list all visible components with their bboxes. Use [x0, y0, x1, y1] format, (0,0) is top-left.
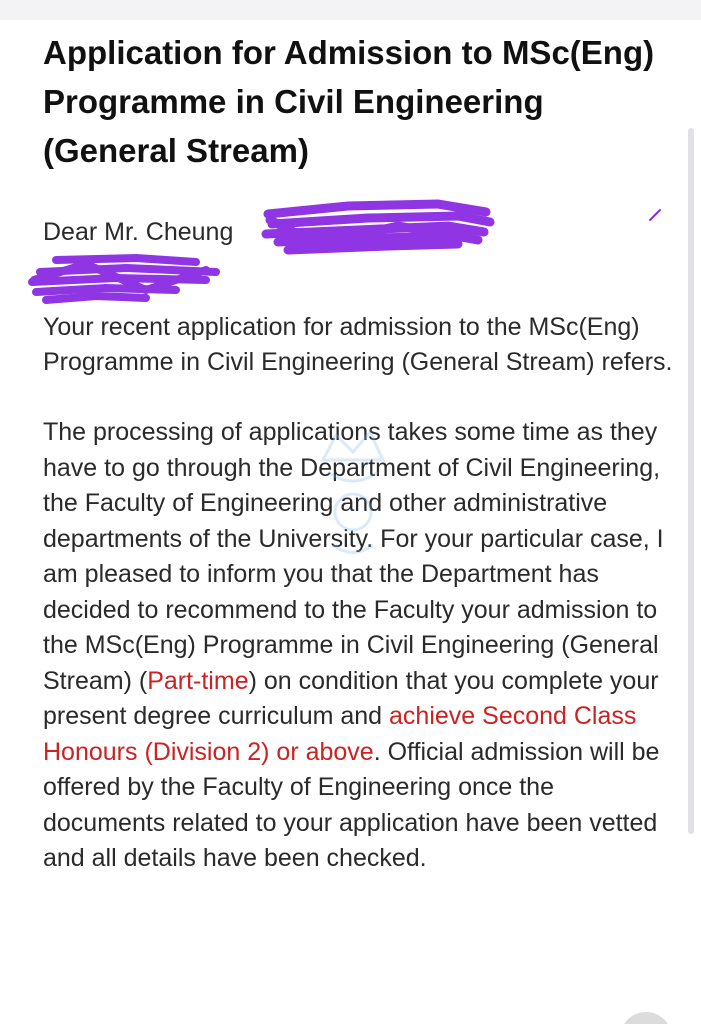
top-status-strip [0, 0, 701, 20]
email-paragraph-1: Your recent application for admission to the MSc(Eng) Programme in Civil Engineering (General Stream) refers. [43, 313, 673, 376]
scrollbar[interactable] [688, 128, 694, 834]
paragraph-2-text-1: The processing of applications takes some time as they have to go through the Department of Civil Engineering, the Faculty of Engineering and other administrative departments of the University. For your particular case, I am pleased to inform you that the Department has decided to recommend to the Faculty your admission to the MSc(Eng) Programme in Civil Engineering (General Stream) ( [43, 418, 664, 695]
email-subject: Application for Admission to MSc(Eng) Programme in Civil Engineering (General Stream) [43, 34, 655, 169]
redaction-scribble-name [258, 196, 498, 266]
floating-action-button[interactable] [620, 1012, 672, 1024]
stray-mark [648, 208, 662, 222]
email-greeting: Dear Mr. Cheung [43, 218, 234, 246]
watermark-crown-graphic [308, 420, 398, 570]
paragraph-2-text-2: ) on condition that you complete your present degree curriculum and [43, 666, 659, 730]
paragraph-2-text-3: . Official admission will be offered by the Faculty of Engineering once the documents related to your application have been vetted and all details have been checked. [43, 737, 660, 872]
redaction-scribble-title [26, 250, 226, 310]
highlight-part-time: Part-time [147, 666, 249, 695]
highlight-honours-condition: achieve Second Class Honours (Division 2) or above [43, 702, 637, 766]
